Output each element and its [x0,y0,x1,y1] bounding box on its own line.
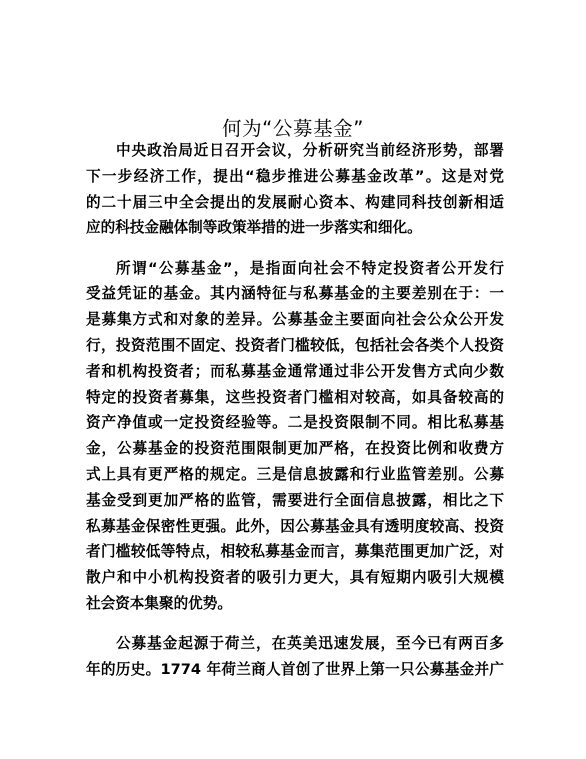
text-line: 是募集方式和对象的差异。公募基金主要面向社会公众公开发 [86,311,504,329]
text-line: 私募基金保密性更强。此外，因公募基金具有透明度较高、投资 [86,517,504,535]
page-title: 何为“公募基金” [221,117,364,141]
text-line: 者和机构投资者；而私募基金通常通过非公开发售方式向少数 [86,362,504,380]
text-line: 行，投资范围不固定、投资者门槛较低，包括社会各类个人投资 [86,337,504,355]
text-line: 下一步经济工作，提出“稳步推进公募基金改革”。这是对党 [86,167,504,185]
text-line: 特定的投资者募集，这些投资者门槛相对较高，如具备较高的 [86,388,504,406]
text-line: 资产净值或一定投资经验等。二是投资限制不同。相比私募基 [86,414,504,432]
text-line: 所谓“公募基金”，是指面向社会不特定投资者公开发行 [116,259,504,277]
text-line: 公募基金起源于荷兰，在英美迅速发展，至今已有两百多 [116,635,504,653]
text-line: 式上具有更严格的规定。三是信息披露和行业监管差别。公募 [86,466,504,484]
text-line: 金，公募基金的投资范围限制更加严格，在投资比例和收费方 [86,440,504,458]
paragraph-1 [86,138,504,241]
text-line: 社会资本集聚的优势。 [86,595,232,613]
article-body [86,138,504,697]
text-line: 应的科技金融体制等政策举措的进一步落实和细化。 [86,219,422,237]
text-line: 散户和中小机构投资者的吸引力更大，具有短期内吸引大规模 [86,569,504,587]
text-line: 受益凭证的基金。其内涵特征与私募基金的主要差别在于：一 [86,285,504,303]
paragraph-3 [86,631,504,683]
text-line: 者门槛较低等特点，相较私募基金而言，募集范围更加广泛，对 [86,543,504,561]
paragraph-2 [86,256,504,617]
text-line: 年的历史。1774 年荷兰商人首创了世界上第一只公募基金并广 [86,661,504,679]
text-line: 的二十届三中全会提出的发展耐心资本、构建同科技创新相适 [86,193,504,211]
text-line: 基金受到更加严格的监管，需要进行全面信息披露，相比之下 [86,491,504,509]
text-line: 中央政治局近日召开会议，分析研究当前经济形势，部署 [116,142,504,159]
